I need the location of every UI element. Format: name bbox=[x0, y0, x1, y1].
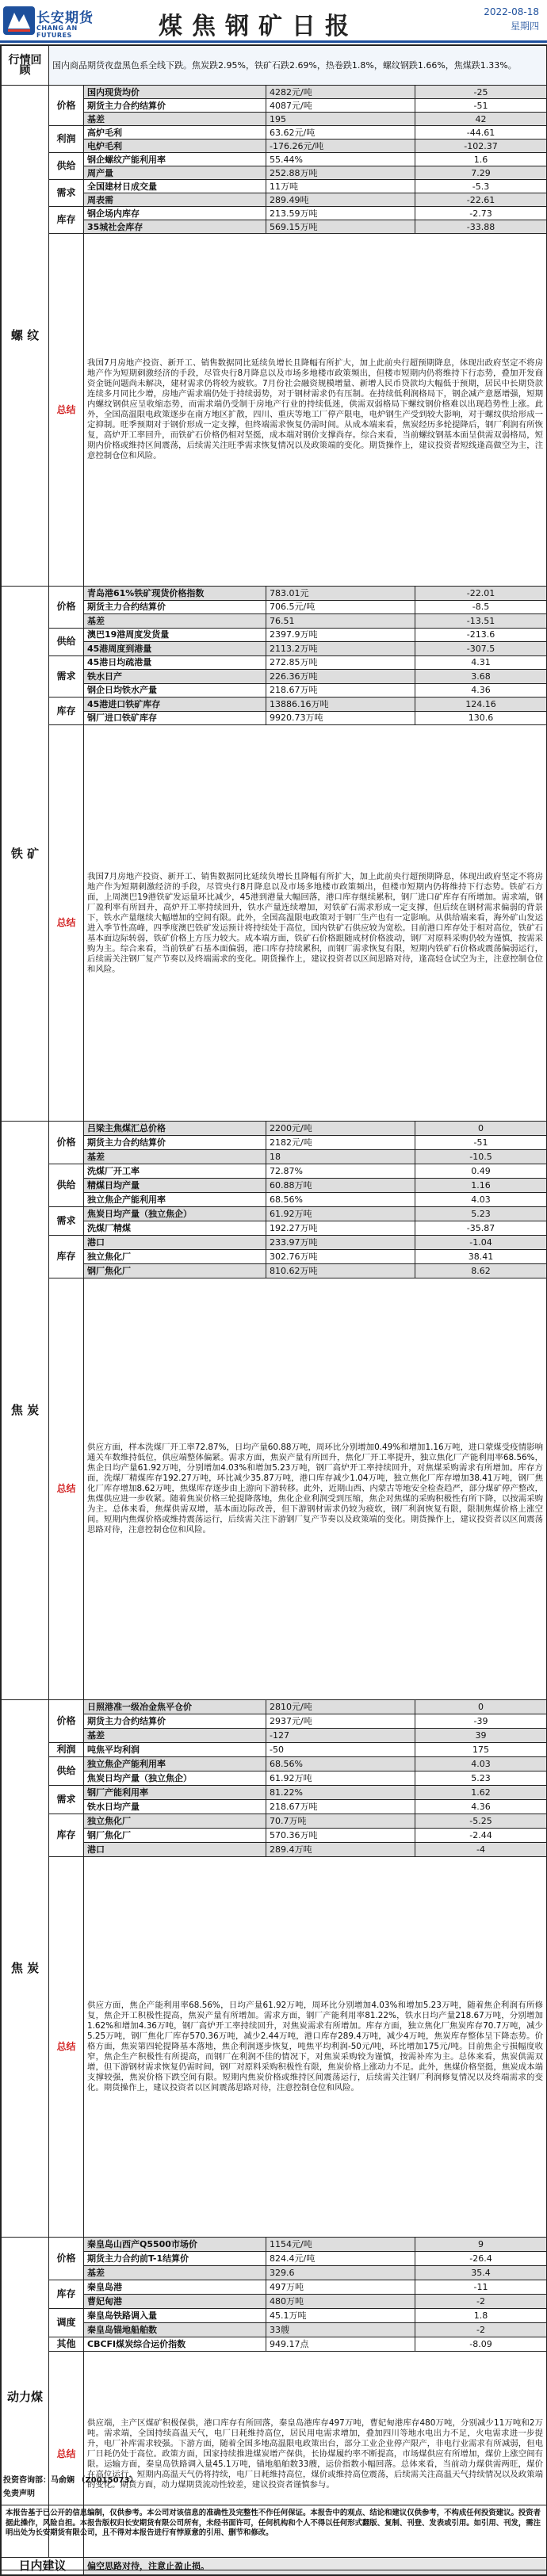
indicator-label: 秦皇岛锚地船舶数 bbox=[84, 2323, 266, 2337]
indicator-label: 秦皇岛港 bbox=[84, 2280, 266, 2295]
data-row bbox=[2, 1179, 547, 1193]
indicator-value: -50 bbox=[266, 1743, 415, 1757]
disclaimer-text: 本报告基于已公开的信息编制，仅供参考。本公司对该信息的准确性及完整性不作任何保证。本报告中的观点、结论和建议仅供参考，不构成任何投资建议。投资者据此操作，风险自担。本报告版权归长安期货有限公司所有，未经书面许可，任何机构和个人不得以任何形式翻版、复制、刊登、发表或引用。如引用、刊发，需注明出处为长安期货有限公司，且不得对本报告进行有悖原意的引用、删节和修改。 bbox=[0, 2505, 547, 2570]
indicator-label: 基差 bbox=[84, 1729, 266, 1743]
indicator-value: 706.5元/吨 bbox=[266, 600, 415, 614]
data-row bbox=[2, 670, 547, 684]
data-row bbox=[2, 683, 547, 698]
data-row bbox=[2, 711, 547, 725]
indicator-value: 18 bbox=[266, 1150, 415, 1164]
indicator-change: 4.36 bbox=[415, 683, 547, 698]
indicator-label: 秦皇岛山西产Q5500市场价 bbox=[84, 2238, 266, 2252]
indicator-change: -5.3 bbox=[415, 180, 547, 193]
data-row bbox=[2, 1800, 547, 1814]
group-label: 调度 bbox=[49, 2309, 84, 2337]
indicator-label: 45港日均疏港量 bbox=[84, 655, 266, 670]
indicator-label: 周表需 bbox=[84, 193, 266, 207]
indicator-value: 33艘 bbox=[266, 2323, 415, 2337]
section-label: 铁 矿 bbox=[2, 587, 49, 1122]
indicator-label: 独立焦企产能利用率 bbox=[84, 1193, 266, 1207]
indicator-value: 810.62万吨 bbox=[266, 1264, 415, 1278]
analyst-line: 投资咨询部：马俞娴 （Z0015073） bbox=[3, 2476, 138, 2485]
indicator-label: 基差 bbox=[84, 614, 266, 629]
indicator-value: 72.87% bbox=[266, 1164, 415, 1179]
indicator-change: 5.23 bbox=[415, 1207, 547, 1221]
indicator-value: 76.51 bbox=[266, 614, 415, 629]
indicator-value: -127 bbox=[266, 1729, 415, 1743]
indicator-label: 国内现货均价 bbox=[84, 86, 266, 99]
indicator-value: 226.36万吨 bbox=[266, 670, 415, 684]
data-row bbox=[2, 655, 547, 670]
brand-name-cn: 长安期货 bbox=[36, 10, 94, 26]
indicator-label: 钢厂产能利用率 bbox=[84, 1786, 266, 1800]
indicator-change: -2 bbox=[415, 2295, 547, 2309]
indicator-change: -5.25 bbox=[415, 1814, 547, 1829]
indicator-label: 高炉毛利 bbox=[84, 126, 266, 140]
group-label: 供给 bbox=[49, 153, 84, 180]
data-row bbox=[2, 99, 547, 113]
summary-label: 总结 bbox=[49, 2352, 84, 2558]
indicator-label: 钢企螺纹产能利用率 bbox=[84, 153, 266, 166]
data-row bbox=[2, 1786, 547, 1800]
indicator-label: 基差 bbox=[84, 2266, 266, 2280]
company-logo bbox=[3, 3, 98, 38]
indicator-value: 289.4万吨 bbox=[266, 1843, 415, 1857]
group-label: 库存 bbox=[49, 698, 84, 725]
indicator-value: 68.56% bbox=[266, 1757, 415, 1771]
indicator-change: -51 bbox=[415, 1136, 547, 1150]
indicator-label: 35城社会库存 bbox=[84, 220, 266, 234]
data-row bbox=[2, 1843, 547, 1857]
data-row bbox=[2, 1757, 547, 1771]
group-label: 利润 bbox=[49, 1743, 84, 1757]
indicator-change: -51 bbox=[415, 99, 547, 113]
group-label: 价格 bbox=[49, 1122, 84, 1164]
summary-label: 总结 bbox=[49, 1278, 84, 1700]
data-row bbox=[2, 2252, 547, 2266]
indicator-label: 焦炭日均产量（独立焦企） bbox=[84, 1771, 266, 1786]
summary-text: 供应方面，样本洗煤厂开工率72.87%，日均产量60.88万吨，周环比分别增加0.49%和增加1.16万吨，进口蒙煤受疫情影响通关车数维持低位，供应端整体偏紧。需求方面，焦炭产量有所回升，焦化厂开工率提升，独立焦化厂产能利用率68.56%，焦企日均产量61.92万吨，分别增加4.03%和增加5.23万吨，钢厂高炉开工率持续回升，对焦煤采购需求有所增加。库存方面，洗煤厂精煤库存192.27万吨，环比减少35.87万吨，港口库存减少1.04万吨，独立焦化厂库存增加38.41万吨，钢厂焦化厂库存增加8.62万吨，焦煤库存逐步由上游向下游转移。此外，近期山西、内蒙古等地安全检查趋严，部分煤矿停产整改，焦煤供应进一步收紧。随着焦炭价格三轮提降落地，焦化企业利润受到压缩，焦企对焦煤的采购积极性有所下降，以按需采购为主。总体来看，焦煤供需双增，基本面边际改善，但下游钢材需求仍较为疲软，钢厂利润恢复有限，限制焦煤价格上涨空间。短期内焦煤价格或维持震荡运行，后续需关注下游钢厂复产节奏以及政策端的变化。期货操作上，建议投资者以区间震荡思路对待，注意控制仓位和风险。 bbox=[84, 1278, 547, 1700]
indicator-label: 吕梁主焦煤汇总价格 bbox=[84, 1122, 266, 1136]
data-row bbox=[2, 1700, 547, 1714]
indicator-value: 218.67万吨 bbox=[266, 1800, 415, 1814]
data-row bbox=[2, 166, 547, 180]
indicator-value: 61.92万吨 bbox=[266, 1207, 415, 1221]
indicator-value: 1154元/吨 bbox=[266, 2238, 415, 2252]
indicator-label: 澳巴19港周度发货量 bbox=[84, 628, 266, 642]
indicator-value: 9920.73万吨 bbox=[266, 711, 415, 725]
indicator-change: 38.41 bbox=[415, 1250, 547, 1264]
indicator-change: 175 bbox=[415, 1743, 547, 1757]
indicator-label: 基差 bbox=[84, 1150, 266, 1164]
indicator-change: 42 bbox=[415, 113, 547, 126]
disclaimer-title: 免责声明 bbox=[3, 2490, 35, 2498]
section-label: 焦 炭 bbox=[2, 1700, 49, 2238]
indicator-change: 0 bbox=[415, 1700, 547, 1714]
report-date-block bbox=[484, 5, 539, 33]
indicator-change: -213.6 bbox=[415, 628, 547, 642]
indicator-change: -10.5 bbox=[415, 1150, 547, 1164]
indicator-change: -2 bbox=[415, 2323, 547, 2337]
indicator-value: 61.92万吨 bbox=[266, 1771, 415, 1786]
data-row bbox=[2, 1122, 547, 1136]
indicator-value: 68.56% bbox=[266, 1193, 415, 1207]
data-row bbox=[2, 1743, 547, 1757]
indicator-value: 192.27万吨 bbox=[266, 1221, 415, 1236]
data-row bbox=[2, 1771, 547, 1786]
advice-label: 日内建议 bbox=[2, 2558, 84, 2575]
indicator-value: 2182元/吨 bbox=[266, 1136, 415, 1150]
indicator-change: -22.01 bbox=[415, 587, 547, 601]
summary-text: 供应方面，焦企产能利用率68.56%，日均产量61.92万吨，周环比分别增加4.03%和增加5.23万吨，随着焦企利润有所修复，焦企开工积极性提高，焦炭产量有所增加。需求方面，钢厂产能利用率81.22%，铁水日均产量218.67万吨，分别增加1.62%和增加4.36万吨，钢厂高炉开工率持续回升，对焦炭需求有所增加。库存方面，独立焦化厂焦炭库存70.7万吨，减少5.25万吨，钢厂焦化厂库存570.36万吨，减少2.44万吨，港口库存289.4万吨，减少4万吨，焦炭库存整体呈下降态势。价格方面，焦炭第四轮提降基本落地，焦企利润逐步恢复，吨焦平均利润-50元/吨，环比增加175元/吨。目前焦企亏损幅度收窄，焦企生产积极性有所提高，而钢厂在利润不佳的情况下，对焦炭采购较为谨慎，按需补库为主。总体来看，焦炭供需双增，但下游钢材需求恢复仍需时间，钢厂对原料采购积极性有限，焦炭价格上涨动力不足。此外，焦煤价格坚挺，焦炭成本端支撑较强，焦炭价格下跌空间有限。短期内焦炭价格或维持区间震荡运行，后续需关注钢厂利润修复情况以及终端需求的变化。期货操作上，建议投资者以区间震荡思路对待，注意控制仓位和风险。 bbox=[84, 1857, 547, 2238]
group-label: 供给 bbox=[49, 628, 84, 655]
indicator-value: 2810元/吨 bbox=[266, 1700, 415, 1714]
brand-name-en: CHANG AN FUTURES bbox=[36, 25, 78, 39]
indicator-change: -22.61 bbox=[415, 193, 547, 207]
group-label: 供给 bbox=[49, 1757, 84, 1786]
indicator-value: 11万吨 bbox=[266, 180, 415, 193]
indicator-change: -25 bbox=[415, 86, 547, 99]
indicator-value: 497万吨 bbox=[266, 2280, 415, 2295]
data-row bbox=[2, 614, 547, 629]
indicator-change: 4.03 bbox=[415, 1193, 547, 1207]
group-label: 库存 bbox=[49, 1814, 84, 1857]
indicator-label: 钢企场内库存 bbox=[84, 207, 266, 220]
indicator-change: 9 bbox=[415, 2238, 547, 2252]
summary-row bbox=[2, 1278, 547, 1700]
indicator-value: 45.1万吨 bbox=[266, 2309, 415, 2323]
indicator-label: 铁水日均产量 bbox=[84, 1800, 266, 1814]
summary-text: 供应端，主产区煤矿积极保供，港口库存有所回落，秦皇岛港库存497万吨，曹妃甸港库存480万吨，分别减少11万吨和2万吨。需求端，全国持续高温天气，电厂日耗维持高位，居民用电需求增加，叠加四川等地水电出力不足，火电需求进一步提升，电厂补库需求较强。下游方面，随着全国多地高温限电政策出台，部分工业企业停产限产，非电行业需求有所减弱，但电厂日耗仍处于高位。政策方面，国家持续推进煤炭增产保供，长协煤履约率不断提高，市场煤供应有所增加，煤价上涨空间有限。运输方面，秦皇岛铁路调入量45.1万吨，锚地船舶数33艘，运价指数小幅回落。总体来看，当前动力煤供需两旺，煤价在高位运行，短期内高温天气仍将持续，电厂日耗维持高位，煤价或维持高位震荡，后续需关注高温天气持续情况以及政策端的变化。期货方面，动力煤期货流动性较差，建议投资者谨慎参与。 bbox=[84, 2352, 547, 2558]
indicator-label: 期货主力合约结算价 bbox=[84, 1136, 266, 1150]
indicator-change: -33.88 bbox=[415, 220, 547, 234]
indicator-value: 302.76万吨 bbox=[266, 1250, 415, 1264]
group-label: 需求 bbox=[49, 1786, 84, 1814]
data-row bbox=[2, 2295, 547, 2309]
group-label: 需求 bbox=[49, 1207, 84, 1236]
indicator-change: -1.04 bbox=[415, 1236, 547, 1250]
indicator-change: 5.23 bbox=[415, 1771, 547, 1786]
report-header bbox=[0, 0, 547, 43]
indicator-label: 洗煤厂开工率 bbox=[84, 1164, 266, 1179]
indicator-value: 70.7万吨 bbox=[266, 1814, 415, 1829]
indicator-value: 272.85万吨 bbox=[266, 655, 415, 670]
indicator-change: 0 bbox=[415, 1122, 547, 1136]
data-row bbox=[2, 1136, 547, 1150]
review-row bbox=[2, 46, 547, 86]
indicator-change: -11 bbox=[415, 2280, 547, 2295]
group-label: 库存 bbox=[49, 1236, 84, 1278]
indicator-value: 824.4元/吨 bbox=[266, 2252, 415, 2266]
group-label: 价格 bbox=[49, 86, 84, 126]
indicator-value: 213.59万吨 bbox=[266, 207, 415, 220]
summary-row bbox=[2, 1857, 547, 2238]
data-row bbox=[2, 180, 547, 193]
indicator-label: CBCFI煤炭综合运价指数 bbox=[84, 2337, 266, 2352]
indicator-label: 45港周度到港量 bbox=[84, 642, 266, 656]
data-row bbox=[2, 1221, 547, 1236]
data-row bbox=[2, 1714, 547, 1729]
report-weekday: 星期四 bbox=[510, 21, 539, 32]
group-label: 库存 bbox=[49, 2280, 84, 2309]
indicator-label: 周产量 bbox=[84, 166, 266, 180]
indicator-change: -13.51 bbox=[415, 614, 547, 629]
indicator-value: 2397.9万吨 bbox=[266, 628, 415, 642]
group-label: 其他 bbox=[49, 2337, 84, 2352]
data-row bbox=[2, 1264, 547, 1278]
report-date: 2022-08-18 bbox=[484, 6, 539, 17]
data-row bbox=[2, 193, 547, 207]
review-label: 行情回顾 bbox=[2, 46, 49, 86]
group-label: 价格 bbox=[49, 587, 84, 629]
indicator-change: -2.44 bbox=[415, 1829, 547, 1843]
data-row bbox=[2, 2280, 547, 2295]
indicator-value: 252.88万吨 bbox=[266, 166, 415, 180]
review-text: 国内商品期货夜盘黑色系全线下跌。焦炭跌2.95%，铁矿石跌2.69%，热卷跌1.8%，螺纹钢跌1.66%，焦煤跌1.33%。 bbox=[49, 46, 547, 86]
data-row bbox=[2, 2323, 547, 2337]
indicator-value: 218.67万吨 bbox=[266, 683, 415, 698]
indicator-value: 2200元/吨 bbox=[266, 1122, 415, 1136]
group-label: 库存 bbox=[49, 207, 84, 234]
data-row bbox=[2, 2238, 547, 2252]
group-label: 价格 bbox=[49, 2238, 84, 2280]
indicator-change: 4.31 bbox=[415, 655, 547, 670]
indicator-change: -102.37 bbox=[415, 140, 547, 153]
data-row bbox=[2, 113, 547, 126]
indicator-label: 焦炭日均产量（独立焦企） bbox=[84, 1207, 266, 1221]
indicator-change: -8.5 bbox=[415, 600, 547, 614]
indicator-value: -176.26元/吨 bbox=[266, 140, 415, 153]
data-row bbox=[2, 207, 547, 220]
indicator-label: 洗煤厂精煤 bbox=[84, 1221, 266, 1236]
indicator-change: -4 bbox=[415, 1843, 547, 1857]
indicator-label: 钢厂焦化厂 bbox=[84, 1264, 266, 1278]
indicator-change: 1.8 bbox=[415, 2309, 547, 2323]
indicator-label: 钢企日均铁水产量 bbox=[84, 683, 266, 698]
indicator-label: 期货主力合约结算价 bbox=[84, 99, 266, 113]
data-row bbox=[2, 1250, 547, 1264]
indicator-label: 曹妃甸港 bbox=[84, 2295, 266, 2309]
group-label: 供给 bbox=[49, 1164, 84, 1207]
indicator-label: 秦皇岛铁路调入量 bbox=[84, 2309, 266, 2323]
indicator-value: 480万吨 bbox=[266, 2295, 415, 2309]
data-row bbox=[2, 1164, 547, 1179]
indicator-label: 钢厂进口铁矿库存 bbox=[84, 711, 266, 725]
data-row bbox=[2, 2266, 547, 2280]
data-row bbox=[2, 1150, 547, 1164]
indicator-change: 39 bbox=[415, 1729, 547, 1743]
indicator-value: 289.49吨 bbox=[266, 193, 415, 207]
indicator-value: 4087元/吨 bbox=[266, 99, 415, 113]
data-row bbox=[2, 220, 547, 234]
indicator-value: 63.62元/吨 bbox=[266, 126, 415, 140]
indicator-value: 55.44% bbox=[266, 153, 415, 166]
indicator-change: 130.6 bbox=[415, 711, 547, 725]
indicator-change: -44.61 bbox=[415, 126, 547, 140]
indicator-label: 钢厂焦化厂 bbox=[84, 1829, 266, 1843]
data-row bbox=[2, 1829, 547, 1843]
indicator-change: -2.73 bbox=[415, 207, 547, 220]
data-row bbox=[2, 1193, 547, 1207]
data-row bbox=[2, 2337, 547, 2352]
data-row bbox=[2, 126, 547, 140]
indicator-label: 独立焦企产能利用率 bbox=[84, 1757, 266, 1771]
indicator-change: 4.36 bbox=[415, 1800, 547, 1814]
data-row bbox=[2, 642, 547, 656]
group-label: 价格 bbox=[49, 1700, 84, 1743]
data-row bbox=[2, 1729, 547, 1743]
indicator-value: 4282元/吨 bbox=[266, 86, 415, 99]
indicator-change: 124.16 bbox=[415, 698, 547, 712]
indicator-change: -39 bbox=[415, 1714, 547, 1729]
section-label: 焦 炭 bbox=[2, 1122, 49, 1700]
report-title: 煤焦钢矿日报 bbox=[159, 13, 358, 40]
data-row bbox=[2, 698, 547, 712]
indicator-label: 铁水日产 bbox=[84, 670, 266, 684]
indicator-label: 期货主力合约结算价 bbox=[84, 1714, 266, 1729]
group-label: 利润 bbox=[49, 126, 84, 153]
indicator-change: 1.6 bbox=[415, 153, 547, 166]
indicator-change: 3.68 bbox=[415, 670, 547, 684]
indicator-label: 全国建材日成交量 bbox=[84, 180, 266, 193]
data-row bbox=[2, 86, 547, 99]
data-row bbox=[2, 140, 547, 153]
indicator-change: 35.4 bbox=[415, 2266, 547, 2280]
report-table bbox=[1, 45, 547, 2575]
indicator-label: 期货主力合约结算价 bbox=[84, 600, 266, 614]
report-body bbox=[0, 44, 547, 2576]
indicator-value: 13886.16万吨 bbox=[266, 698, 415, 712]
summary-label: 总结 bbox=[49, 725, 84, 1122]
indicator-change: -26.4 bbox=[415, 2252, 547, 2266]
indicator-change: -35.87 bbox=[415, 1221, 547, 1236]
indicator-value: 569.15万吨 bbox=[266, 220, 415, 234]
indicator-value: 783.01元 bbox=[266, 587, 415, 601]
indicator-change: -8.09 bbox=[415, 2337, 547, 2352]
summary-label: 总结 bbox=[49, 1857, 84, 2238]
indicator-label: 独立焦化厂 bbox=[84, 1250, 266, 1264]
indicator-change: 8.62 bbox=[415, 1264, 547, 1278]
report-table-body bbox=[2, 46, 547, 2575]
indicator-value: 233.97万吨 bbox=[266, 1236, 415, 1250]
section-label: 动力煤 bbox=[2, 2238, 49, 2558]
indicator-change: 1.16 bbox=[415, 1179, 547, 1193]
indicator-label: 期货主力合约前T-1结算价 bbox=[84, 2252, 266, 2266]
indicator-change: 0.49 bbox=[415, 1164, 547, 1179]
data-row bbox=[2, 1814, 547, 1829]
data-row bbox=[2, 2309, 547, 2323]
indicator-label: 港口 bbox=[84, 1236, 266, 1250]
indicator-label: 青岛港61%铁矿现货价格指数 bbox=[84, 587, 266, 601]
data-row bbox=[2, 587, 547, 601]
group-label: 需求 bbox=[49, 180, 84, 207]
data-row bbox=[2, 153, 547, 166]
indicator-value: 2113.2万吨 bbox=[266, 642, 415, 656]
summary-text: 我国7月房地产投资、新开工、销售数据同比延续负增长且降幅有所扩大，加上此前央行超预期降息，体现出政府坚定不将房地产作为短期刺激经济的手段，尽管央行8月降息以及市场多地楼市政策频出，但楼市短期内仍将维持下行态势，叠加开发商资金链问题尚未解决，建材需求仍将较为疲软。7月份社会融资规模增量、新增人民币贷款均大幅低于预期，居民中长期贷款连续多月同比少增，房地产需求端仍处于持续弱势，对于钢材需求仍有压制。在持续低利润格局下，钢企减产意愿增强，短期内螺纹钢供应呈收缩态势，而需求端仍受制于房地产行业的持续低迷，供需双弱格局下螺纹钢价格难以出现趋势性上涨。此外，全国高温限电政策逐步在南方地区扩散，四川、重庆等地工厂停产限电，电炉钢生产受到较大影响，对于螺纹供给形成一定抑制。旺季预期对于钢价形成一定支撑，但终端需求恢复仍需时间。从成本端来看，焦炭经历多轮提降后，钢厂利润有所恢复，高炉开工率回升，而铁矿石价格仍相对坚挺，成本端对钢价支撑尚存。综合来看，当前螺纹钢基本面呈供需双弱格局，短期内价格或维持区间震荡，后续需关注旺季需求恢复情况以及政策端的变化。期货操作上，建议投资者短线逢高做空为主，注意控制仓位和风险。 bbox=[84, 234, 547, 587]
indicator-value: 195 bbox=[266, 113, 415, 126]
indicator-value: 329.6 bbox=[266, 2266, 415, 2280]
indicator-value: 81.22% bbox=[266, 1786, 415, 1800]
indicator-label: 吨焦平均利润 bbox=[84, 1743, 266, 1757]
indicator-label: 港口 bbox=[84, 1843, 266, 1857]
indicator-label: 日照港准一级冶金焦平仓价 bbox=[84, 1700, 266, 1714]
indicator-label: 电炉毛利 bbox=[84, 140, 266, 153]
group-label: 需求 bbox=[49, 655, 84, 698]
summary-row bbox=[2, 234, 547, 587]
summary-row bbox=[2, 725, 547, 1122]
data-row bbox=[2, 600, 547, 614]
section-label: 螺 纹 bbox=[2, 86, 49, 587]
indicator-change: -307.5 bbox=[415, 642, 547, 656]
indicator-change: 4.03 bbox=[415, 1757, 547, 1771]
indicator-label: 精煤日均产量 bbox=[84, 1179, 266, 1193]
indicator-value: 60.88万吨 bbox=[266, 1179, 415, 1193]
indicator-value: 2937元/吨 bbox=[266, 1714, 415, 1729]
indicator-value: 949.17点 bbox=[266, 2337, 415, 2352]
summary-text: 我国7月房地产投资、新开工、销售数据同比延续负增长且降幅有所扩大，加上此前央行超预期降息，体现出政府坚定不将房地产作为短期刺激经济的手段，尽管央行8月降息以及市场多地楼市政策频出，但楼市短期内仍将维持下行态势。铁矿石方面，上周澳巴19港铁矿发运量环比减少，45港到港量大幅回落，港口库存继续累积，钢厂进口矿库存有所增加。需求端，钢厂盈利率有所回升，高炉开工率持续回升，铁水产量连续增加，对铁矿石需求形成一定支撑，但后续在钢材需求偏弱的背景下，铁水产量继续大幅增加的空间有限。此外，全国高温限电政策对于钢厂生产也有一定影响。从供给端来看，海外矿山发运进入季节性高峰，四季度澳巴铁矿发运预计将持续处于高位，国内铁矿石供应较为宽松。目前港口库存处于相对高位，铁矿石基本面边际转弱，铁矿价格上方压力较大。成本端方面，铁矿石价格跟随成材价格波动，钢厂对原料采购仍较为谨慎，按需采购为主。综合来看，当前铁矿石基本面偏弱，港口库存持续累积，而钢厂需求恢复有限，短期内铁矿石价格或震荡偏弱运行，后续需关注钢厂复产节奏以及终端需求的变化。期货操作上，建议投资者以区间思路对待，逢高轻仓试空为主，注意控制仓位和风险。 bbox=[84, 725, 547, 1122]
indicator-label: 基差 bbox=[84, 113, 266, 126]
indicator-label: 45港进口铁矿库存 bbox=[84, 698, 266, 712]
indicator-label: 独立焦化厂 bbox=[84, 1814, 266, 1829]
indicator-change: 1.62 bbox=[415, 1786, 547, 1800]
data-row bbox=[2, 1207, 547, 1221]
data-row bbox=[2, 628, 547, 642]
summary-label: 总结 bbox=[49, 234, 84, 587]
data-row bbox=[2, 1236, 547, 1250]
company-logo-icon bbox=[3, 6, 35, 35]
advice-text: 偏空思路对待，注意止盈止损。 bbox=[84, 2558, 547, 2575]
indicator-value: 570.36万吨 bbox=[266, 1829, 415, 1843]
indicator-change: 7.29 bbox=[415, 166, 547, 180]
